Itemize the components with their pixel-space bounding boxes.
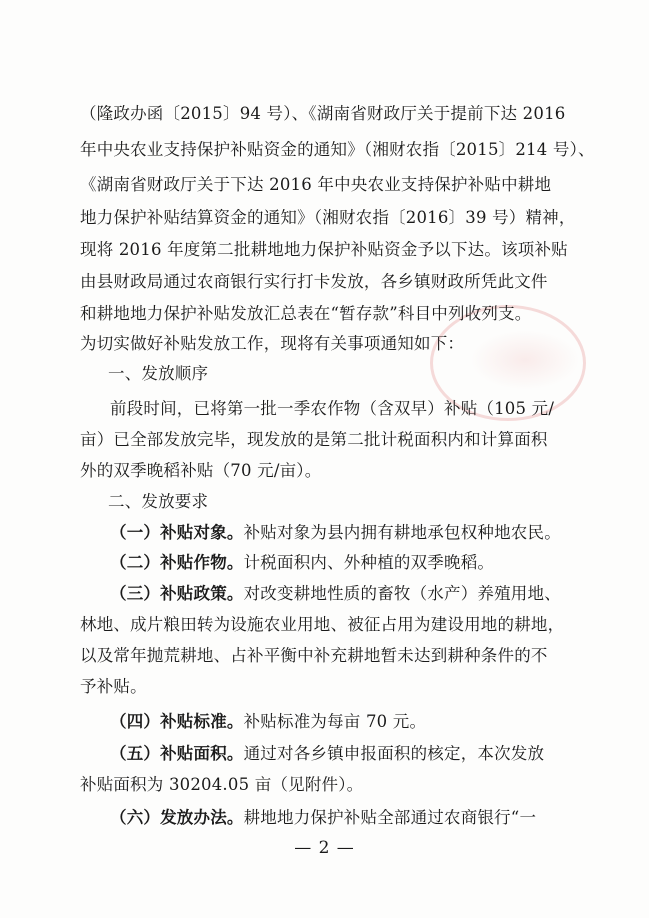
list-item — [110, 523, 580, 543]
paragraph-line: 亩）已全部发放完毕，现发放的是第二批计税面积内和计算面积 — [80, 430, 548, 449]
paragraph-line: 林地、成片粮田转为设施农业用地、被征占用为建设用地的耕地， — [80, 615, 565, 634]
paragraph-line: 年中央农业支持保护补贴资金的通知》（湘财农指〔2015〕214 号）、 — [80, 140, 595, 159]
paragraph-line: 予补贴。 — [80, 677, 147, 696]
item-text: 耕地地力保护补贴全部通过农商银行“一 — [243, 808, 537, 827]
paragraph-line: 由县财政局通过农商银行实行打卡发放，各乡镇财政所凭此文件 — [80, 272, 548, 291]
section-heading: 一、发放顺序 — [108, 364, 209, 383]
item-text: 补贴对象为县内拥有耕地承包权种地农民。 — [243, 523, 561, 542]
page-number: — 2 — — [294, 838, 355, 858]
paragraph-line: 地力保护补贴结算资金的通知》（湘财农指〔2016〕39 号）精神， — [80, 208, 576, 227]
list-item — [110, 553, 580, 573]
paragraph-line: 前段时间，已将第一批一季农作物（含双早）补贴（105 元/ — [110, 399, 555, 418]
item-label: （一）补贴对象。 — [110, 523, 244, 542]
item-text: 对改变耕地性质的畜牧（水产）养殖用地、 — [243, 584, 561, 603]
item-text: 通过对各乡镇申报面积的核定，本次发放 — [243, 744, 545, 763]
item-text: 补贴标准为每亩 70 元。 — [243, 712, 427, 731]
paragraph-line: （隆政办函〔2015〕94 号）、《湖南省财政厅关于提前下达 2016 — [80, 104, 566, 123]
paragraph-line: 《湖南省财政厅关于下达 2016 年中央农业支持保护补贴中耕地 — [80, 175, 552, 194]
item-label: （二）补贴作物。 — [110, 553, 244, 572]
item-label: （六）发放办法。 — [110, 808, 244, 827]
paragraph-line: 以及常年抛荒耕地、占补平衡中补充耕地暂未达到耕种条件的不 — [80, 646, 548, 665]
item-label: （三）补贴政策。 — [110, 584, 244, 603]
item-label: （五）补贴面积。 — [110, 744, 244, 763]
list-item — [110, 712, 580, 732]
list-item — [110, 584, 580, 604]
paragraph-line: 外的双季晚稻补贴（70 元/亩）。 — [80, 461, 322, 480]
paragraph-line: 现将 2016 年度第二批耕地地力保护补贴资金予以下达。该项补贴 — [80, 240, 568, 259]
item-label: （四）补贴标准。 — [110, 712, 244, 731]
section-heading: 二、发放要求 — [108, 492, 209, 511]
paragraph-line: 补贴面积为 30204.05 亩（见附件）。 — [80, 775, 364, 794]
paragraph-line: 为切实做好补贴发放工作，现将有关事项通知如下： — [80, 334, 465, 353]
item-text: 计税面积内、外种植的双季晚稻。 — [243, 553, 495, 572]
paragraph-line: 和耕地地力保护补贴发放汇总表在“暂存款”科目中列收列支。 — [80, 304, 532, 323]
list-item — [110, 744, 580, 764]
list-item — [110, 808, 580, 828]
